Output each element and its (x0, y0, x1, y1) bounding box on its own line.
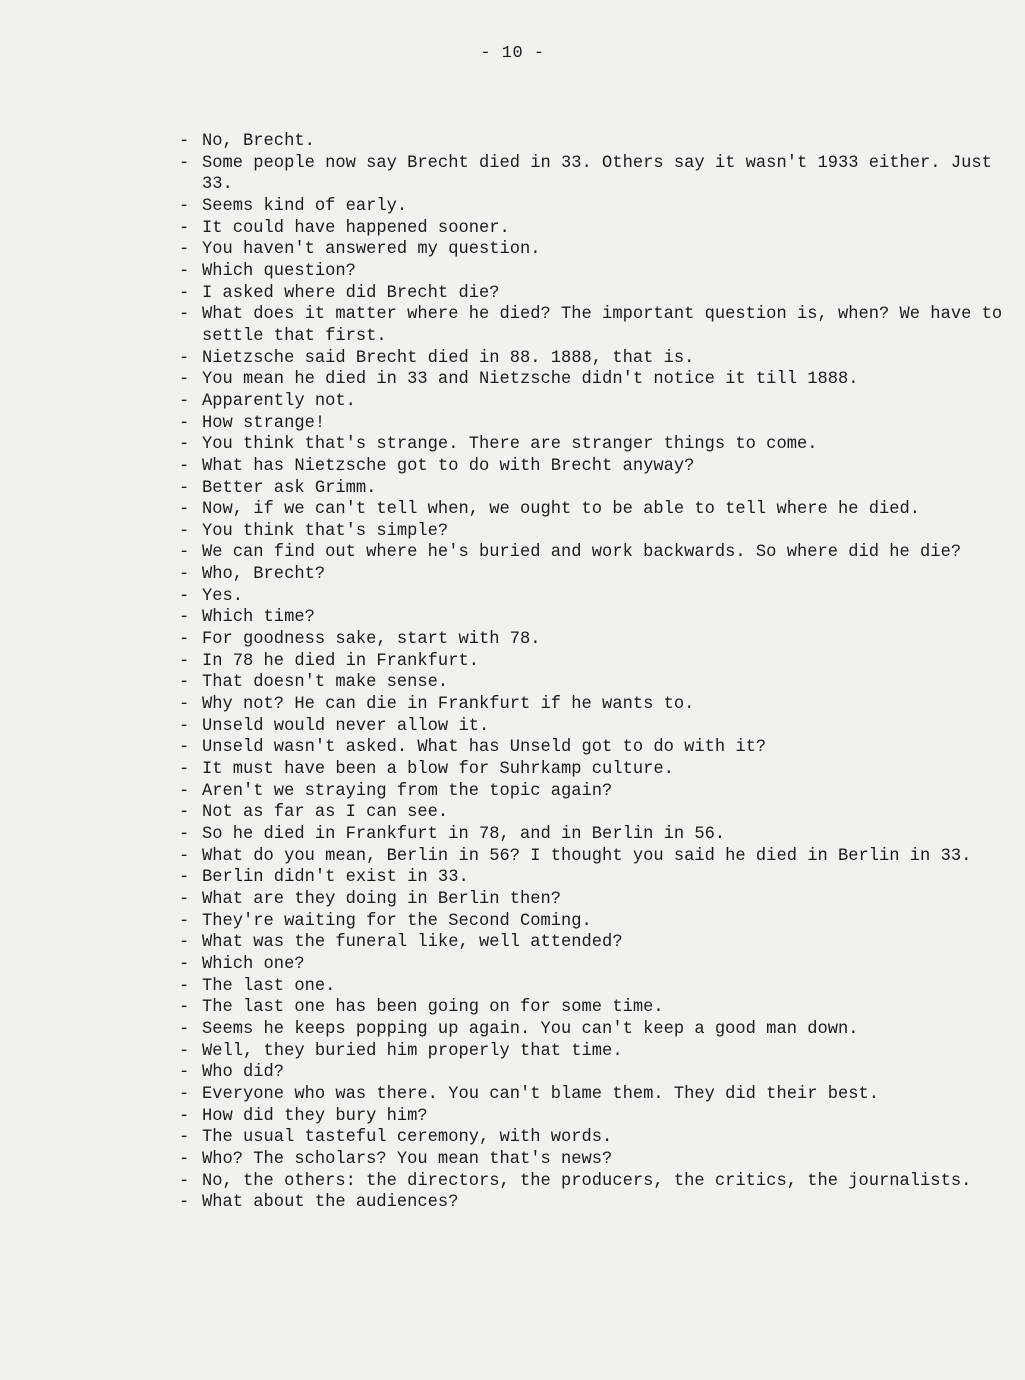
dialogue-line (179, 846, 1009, 868)
dialogue-text: So he died in Frankfurt in 78, and in Berlin in 56. (202, 825, 726, 844)
dialogue-text: The usual tasteful ceremony, with words. (202, 1128, 613, 1148)
dialogue-text: Aren't we straying from the topic again? (202, 781, 613, 801)
dialogue-dash: - (179, 218, 190, 238)
dialogue-text: No, Brecht. (202, 132, 315, 151)
dialogue-line (179, 369, 1009, 391)
dialogue-line (179, 196, 1009, 218)
dialogue-dash: - (179, 1063, 190, 1083)
dialogue-text: Yes. (202, 586, 244, 606)
dialogue-text: In 78 he died in Frankfurt. (202, 651, 479, 671)
dialogue-dash: - (179, 435, 190, 455)
dialogue-line (179, 889, 1009, 911)
dialogue-line (179, 499, 1009, 521)
dialogue-line (179, 976, 1009, 998)
dialogue-text: You think that's simple? (202, 521, 449, 541)
dialogue-list (179, 131, 1009, 1214)
dialogue-line (179, 737, 1009, 759)
dialogue-line (179, 153, 1009, 196)
dialogue-text: It could have happened sooner. (202, 218, 510, 238)
dialogue-line (179, 456, 1009, 478)
dialogue-text: How did they bury him? (202, 1106, 428, 1126)
dialogue-text: What are they doing in Berlin then? (202, 889, 562, 909)
dialogue-line (179, 932, 1009, 954)
dialogue-dash: - (179, 240, 190, 260)
dialogue-line (179, 1041, 1009, 1063)
dialogue-dash: - (179, 1084, 190, 1104)
dialogue-dash: - (179, 1041, 190, 1061)
dialogue-line (179, 239, 1009, 261)
dialogue-text: Unseld wasn't asked. What has Unseld got to do with it? (202, 738, 767, 758)
dialogue-text: Better ask Grimm. (202, 478, 377, 498)
dialogue-line (179, 867, 1009, 889)
dialogue-dash: - (179, 261, 190, 281)
dialogue-text: Who? The scholars? You mean that's news? (202, 1149, 613, 1169)
dialogue-line (179, 218, 1009, 240)
dialogue-text: Unseld would never allow it. (202, 716, 490, 736)
dialogue-dash: - (179, 500, 190, 520)
dialogue-dash: - (179, 954, 190, 974)
dialogue-text: I asked where did Brecht die? (202, 283, 500, 303)
dialogue-dash: - (179, 738, 190, 758)
dialogue-line (179, 759, 1009, 781)
dialogue-dash: - (179, 998, 190, 1018)
dialogue-dash: - (179, 370, 190, 390)
dialogue-dash: - (179, 521, 190, 541)
dialogue-line (179, 304, 1009, 347)
dialogue-dash: - (179, 976, 190, 996)
dialogue-dash: - (179, 1128, 190, 1148)
dialogue-text: Seems kind of early. (202, 196, 408, 216)
dialogue-dash: - (179, 586, 190, 606)
dialogue-text: Seems he keeps popping up again. You can't keep a good man down. (202, 1019, 859, 1039)
dialogue-line (179, 1062, 1009, 1084)
dialogue-line (179, 261, 1009, 283)
dialogue-dash: - (179, 651, 190, 671)
dialogue-line (179, 781, 1009, 803)
dialogue-text: The last one. (202, 976, 336, 996)
dialogue-line (179, 672, 1009, 694)
dialogue-dash: - (179, 781, 190, 801)
dialogue-dash: - (179, 478, 190, 498)
dialogue-line (179, 434, 1009, 456)
dialogue-line (179, 1171, 1009, 1193)
dialogue-line (179, 283, 1009, 305)
dialogue-line (179, 564, 1009, 586)
dialogue-text: Now, if we can't tell when, we ought to be able to tell where he died. (202, 500, 921, 520)
dialogue-text: Why not? He can die in Frankfurt if he wants to. (202, 695, 695, 715)
dialogue-dash: - (179, 933, 190, 953)
dialogue-dash: - (179, 825, 190, 844)
dialogue-line (179, 478, 1009, 500)
dialogue-line (179, 1149, 1009, 1171)
dialogue-text: How strange! (202, 413, 326, 433)
dialogue-dash: - (179, 608, 190, 628)
dialogue-text: It must have been a blow for Suhrkamp culture. (202, 760, 674, 780)
dialogue-text: No, the others: the directors, the producers, the critics, the journalists. (202, 1171, 972, 1191)
dialogue-text: Not as far as I can see. (202, 803, 449, 823)
dialogue-text: What was the funeral like, well attended? (202, 933, 623, 953)
dialogue-dash: - (179, 543, 190, 563)
dialogue-dash: - (179, 1019, 190, 1039)
dialogue-text: Everyone who was there. You can't blame them. They did their best. (202, 1084, 880, 1104)
dialogue-line (179, 694, 1009, 716)
dialogue-line (179, 629, 1009, 651)
dialogue-line (179, 1019, 1009, 1041)
dialogue-dash: - (179, 630, 190, 650)
dialogue-dash: - (179, 391, 190, 411)
dialogue-line (179, 391, 1009, 413)
dialogue-line (179, 586, 1009, 608)
dialogue-line (179, 1106, 1009, 1128)
dialogue-line (179, 1192, 1009, 1214)
dialogue-text: Which time? (202, 608, 315, 628)
dialogue-text: You mean he died in 33 and Nietzsche didn't notice it till 1888. (202, 370, 859, 390)
dialogue-line (179, 413, 1009, 435)
dialogue-dash: - (179, 305, 190, 325)
page-number: - 10 - (480, 44, 545, 63)
dialogue-text: What do you mean, Berlin in 56? I thought you said he died in Berlin in 33. (202, 846, 972, 866)
dialogue-dash: - (179, 846, 190, 866)
dialogue-line (179, 542, 1009, 564)
dialogue-text: They're waiting for the Second Coming. (202, 911, 592, 931)
dialogue-dash: - (179, 760, 190, 780)
dialogue-text: Some people now say Brecht died in 33. Others say it wasn't 1933 either. Just 33. (202, 153, 992, 195)
dialogue-text: Which one? (202, 954, 305, 974)
dialogue-text: Who did? (202, 1063, 285, 1083)
dialogue-dash: - (179, 716, 190, 736)
dialogue-line (179, 824, 1009, 846)
dialogue-text: We can find out where he's buried and work backwards. So where did he die? (202, 543, 962, 563)
dialogue-line (179, 911, 1009, 933)
dialogue-dash: - (179, 673, 190, 693)
dialogue-line (179, 521, 1009, 543)
dialogue-dash: - (179, 911, 190, 931)
dialogue-dash: - (179, 565, 190, 585)
dialogue-text: That doesn't make sense. (202, 673, 449, 693)
dialogue-text: What about the audiences? (202, 1193, 459, 1213)
dialogue-dash: - (179, 868, 190, 888)
dialogue-dash: - (179, 1171, 190, 1191)
dialogue-line (179, 954, 1009, 976)
dialogue-dash: - (179, 889, 190, 909)
dialogue-text: The last one has been going on for some time. (202, 998, 664, 1018)
dialogue-line (179, 1127, 1009, 1149)
dialogue-dash: - (179, 413, 190, 433)
dialogue-line (179, 348, 1009, 370)
dialogue-line (179, 131, 1009, 153)
dialogue-dash: - (179, 695, 190, 715)
dialogue-text: What does it matter where he died? The important question is, when? We have to settle that first. (202, 305, 1003, 346)
dialogue-text: What has Nietzsche got to do with Brecht anyway? (202, 456, 695, 476)
dialogue-dash: - (179, 1106, 190, 1126)
dialogue-dash: - (179, 153, 190, 173)
dialogue-text: Nietzsche said Brecht died in 88. 1888, that is. (202, 348, 695, 368)
dialogue-line (179, 1084, 1009, 1106)
dialogue-text: For goodness sake, start with 78. (202, 630, 541, 650)
dialogue-dash: - (179, 348, 190, 368)
dialogue-text: Well, they buried him properly that time. (202, 1041, 623, 1061)
dialogue-line (179, 716, 1009, 738)
dialogue-dash: - (179, 803, 190, 823)
dialogue-text: Berlin didn't exist in 33. (202, 868, 469, 888)
dialogue-dash: - (179, 1193, 190, 1213)
dialogue-dash: - (179, 1149, 190, 1169)
dialogue-text: You haven't answered my question. (202, 240, 541, 260)
dialogue-dash: - (179, 283, 190, 303)
dialogue-text: Who, Brecht? (202, 565, 326, 585)
dialogue-text: You think that's strange. There are stranger things to come. (202, 435, 818, 455)
dialogue-line (179, 607, 1009, 629)
dialogue-line (179, 802, 1009, 824)
dialogue-text: Which question? (202, 261, 356, 281)
dialogue-dash: - (179, 456, 190, 476)
dialogue-dash: - (179, 132, 190, 151)
dialogue-dash: - (179, 196, 190, 216)
dialogue-line (179, 997, 1009, 1019)
dialogue-line (179, 651, 1009, 673)
dialogue-text: Apparently not. (202, 391, 356, 411)
